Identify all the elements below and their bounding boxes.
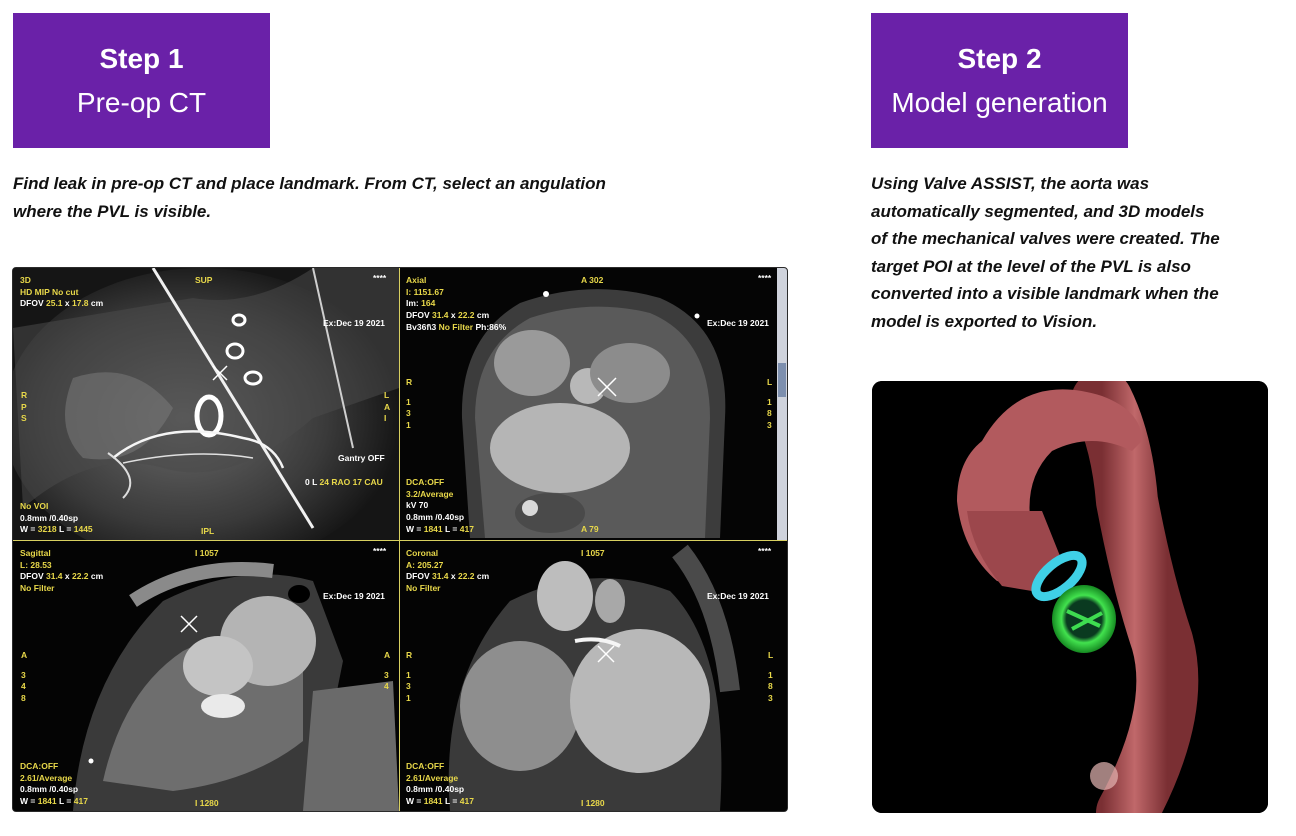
overlay-bottom-left [406,761,474,808]
step1-description-line: Find leak in pre-op CT and place landmark. From CT, select an angulation [13,174,606,193]
aorta-3d-model-view[interactable] [872,381,1268,813]
step1-title: Step 1 [99,43,184,74]
step2-title: Step 2 [957,43,1042,74]
slice-thickness: 0.8mm /0.40sp [406,512,465,523]
step2-description-line: target POI at the level of the PVL is also [871,256,1191,276]
aorta-model-image [872,381,1268,813]
step1-header [13,13,270,148]
overlay-top-left [20,275,103,310]
step2-description-line: automatically segmented, and 3D models [871,201,1205,221]
dca-status: DCA:OFF [20,761,59,771]
dfov-readout: DFOV 25.1 x 17.8 cm [20,298,104,309]
dca-status: DCA:OFF [406,761,445,771]
step2-subtitle: Model generation [891,87,1108,118]
image-number: Im: 164 [406,298,436,309]
ct-pane-sagittal[interactable] [13,541,399,811]
window-level: W = 1841 L = 417 [406,523,474,534]
kv-readout: kV 70 [406,500,429,511]
orientation-bottom: IPL [201,526,215,536]
view-angle: 0 L 24 RAO 17 CAU [305,477,383,487]
slice-thickness: 0.8mm /0.40sp [20,784,79,795]
dfov-readout: DFOV 31.4 x 22.2 cm [406,571,490,582]
pane-divider-horizontal [13,540,787,541]
image-location: A: 205.27 [406,559,444,570]
orientation-top: SUP [195,275,213,285]
stars-marker: **** [373,273,387,283]
slab-mode: 2.61/Average [20,772,73,783]
voi-status: No VOI [20,501,49,511]
step2-header [871,13,1128,148]
exam-date: Ex:Dec 19 2021 [707,318,769,328]
gantry-status: Gantry OFF [338,453,385,463]
overlay-bottom-left [20,761,88,808]
exam-date: Ex:Dec 19 2021 [323,591,385,601]
pane-divider-vertical [399,268,400,811]
orientation-right: L 1 8 3 [768,650,774,704]
recon-filter: No Filter [20,583,55,594]
overlay-top-left [406,275,506,334]
orientation-left: A 3 4 8 [21,650,28,704]
render-mode: HD MIP No cut [20,286,79,297]
window-level: W = 3218 L = 1445 [20,524,93,535]
slice-thickness: 0.8mm /0.40sp [20,512,79,523]
exam-date: Ex:Dec 19 2021 [323,318,385,328]
orientation-right: A 3 4 [384,650,391,692]
orientation-bottom: I 1280 [195,798,219,808]
scrollbar-thumb[interactable] [778,363,786,397]
step2-description [871,170,1291,335]
step1-description [13,170,713,225]
pane-name: Axial [406,275,427,285]
ct-pane-coronal[interactable] [400,541,787,811]
ct-pane-axial[interactable] [400,268,777,540]
dca-status: DCA:OFF [406,477,445,487]
step2-description-line: of the mechanical valves were created. The [871,229,1220,248]
window-level: W = 1841 L = 417 [20,796,88,807]
pane-name: 3D [20,275,31,285]
slab-mode: 2.61/Average [406,772,459,783]
overlay-bottom-left [20,501,93,536]
stars-marker: **** [758,546,772,556]
step2-description-line: converted into a visible landmark when the [871,284,1219,303]
viewer-scrollbar[interactable] [777,268,787,540]
orientation-left: R 1 3 1 [406,377,413,431]
step2-description-line: model is exported to Vision. [871,311,1098,331]
orientation-left: R 1 3 1 [406,650,413,704]
orientation-left: R P S [21,390,28,424]
recon-filter: Bv36f\3 No Filter Ph:86% [406,321,507,332]
step1-subtitle: Pre-op CT [76,87,207,118]
orientation-top: I 1057 [581,548,605,558]
pane-name: Sagittal [20,548,51,558]
step1-description-line: where the PVL is visible. [13,201,212,221]
image-location: L: 28.53 [20,559,52,570]
orientation-right: L A I [384,390,391,424]
slab-mode: 3.2/Average [406,488,454,499]
dfov-readout: DFOV 31.4 x 22.2 cm [20,571,104,582]
overlay-top-left [20,548,103,595]
step2-description-line: Using Valve ASSIST, the aorta was [871,174,1150,193]
image-location: I: 1151.67 [406,286,444,297]
window-level: W = 1841 L = 417 [406,796,474,807]
pane-name: Coronal [406,548,439,558]
overlay-bottom-left [406,477,474,536]
slice-thickness: 0.8mm /0.40sp [406,784,465,795]
ct-pane-3d[interactable] [13,268,399,540]
orientation-bottom: A 79 [581,524,599,534]
stars-marker: **** [373,546,387,556]
dfov-readout: DFOV 31.4 x 22.2 cm [406,310,490,321]
overlay-top-left [406,548,489,595]
orientation-top: I 1057 [195,548,219,558]
exam-date: Ex:Dec 19 2021 [707,591,769,601]
ct-viewer[interactable] [12,267,788,812]
orientation-bottom: I 1280 [581,798,605,808]
orientation-right: L 1 8 3 [767,377,773,431]
recon-filter: No Filter [406,583,441,594]
stars-marker: **** [758,273,772,283]
orientation-top: A 302 [581,275,604,285]
